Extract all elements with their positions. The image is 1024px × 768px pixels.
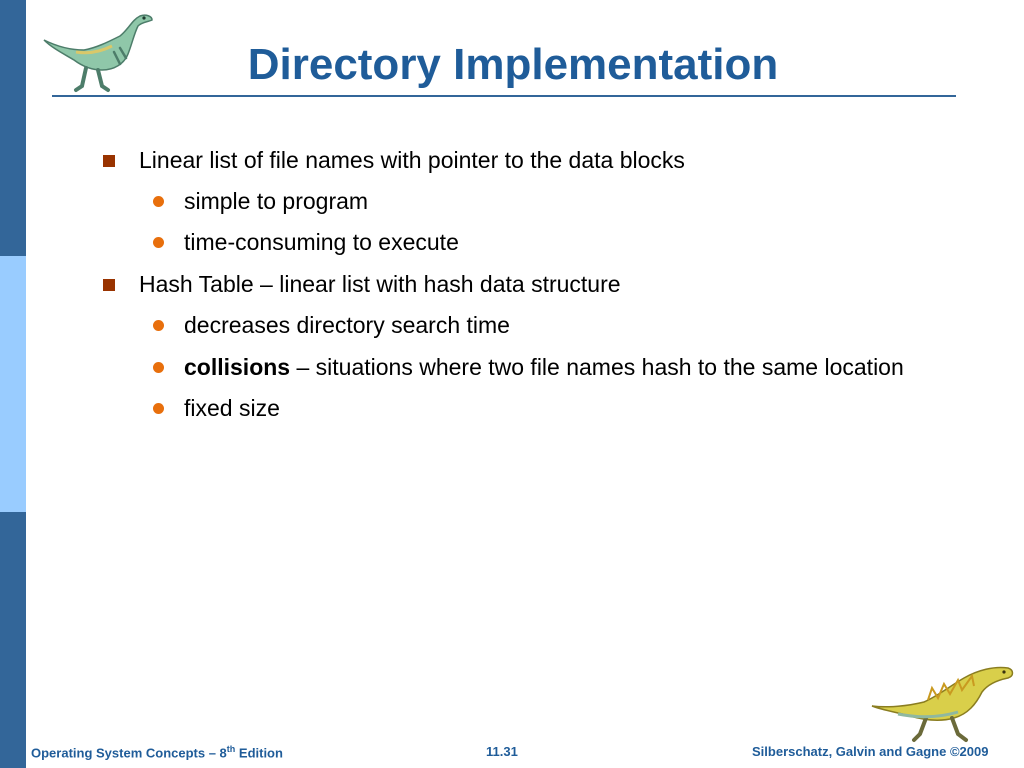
dinosaur-icon xyxy=(868,656,1018,746)
slide-title: Directory Implementation xyxy=(247,40,779,89)
sub-bullet-time-consuming: time-consuming to execute xyxy=(184,229,459,255)
round-bullet-icon xyxy=(153,237,164,248)
footer-book-title xyxy=(31,744,283,760)
bullet-linear-list: Linear list of file names with pointer to the data blocks xyxy=(139,147,685,173)
sub-bullet-decreases-search: decreases directory search time xyxy=(184,312,510,338)
collisions-description: – situations where two file names hash to the same location xyxy=(290,354,904,380)
side-accent-highlight xyxy=(0,256,26,512)
sub-bullet-simple: simple to program xyxy=(184,188,369,214)
bullet-hash-table: Hash Table – linear list with hash data structure xyxy=(139,271,621,297)
footer-book-prefix: Operating System Concepts – 8 xyxy=(31,745,227,761)
sub-bullet-fixed-size: fixed size xyxy=(184,395,280,421)
sub-bullet-collisions xyxy=(184,353,904,381)
page-number: 11.31 xyxy=(486,744,518,759)
round-bullet-icon xyxy=(153,196,164,207)
round-bullet-icon xyxy=(153,403,164,414)
footer-book-sup: th xyxy=(226,744,236,754)
collisions-term: collisions xyxy=(184,354,291,380)
round-bullet-icon xyxy=(153,362,164,373)
square-bullet-icon xyxy=(103,279,115,291)
footer-copyright: Silberschatz, Galvin and Gagne ©2009 xyxy=(752,744,989,759)
title-underline xyxy=(52,95,956,97)
square-bullet-icon xyxy=(103,155,115,167)
footer-book-suffix: Edition xyxy=(235,745,283,761)
round-bullet-icon xyxy=(153,320,164,331)
side-accent-bar xyxy=(0,0,26,768)
